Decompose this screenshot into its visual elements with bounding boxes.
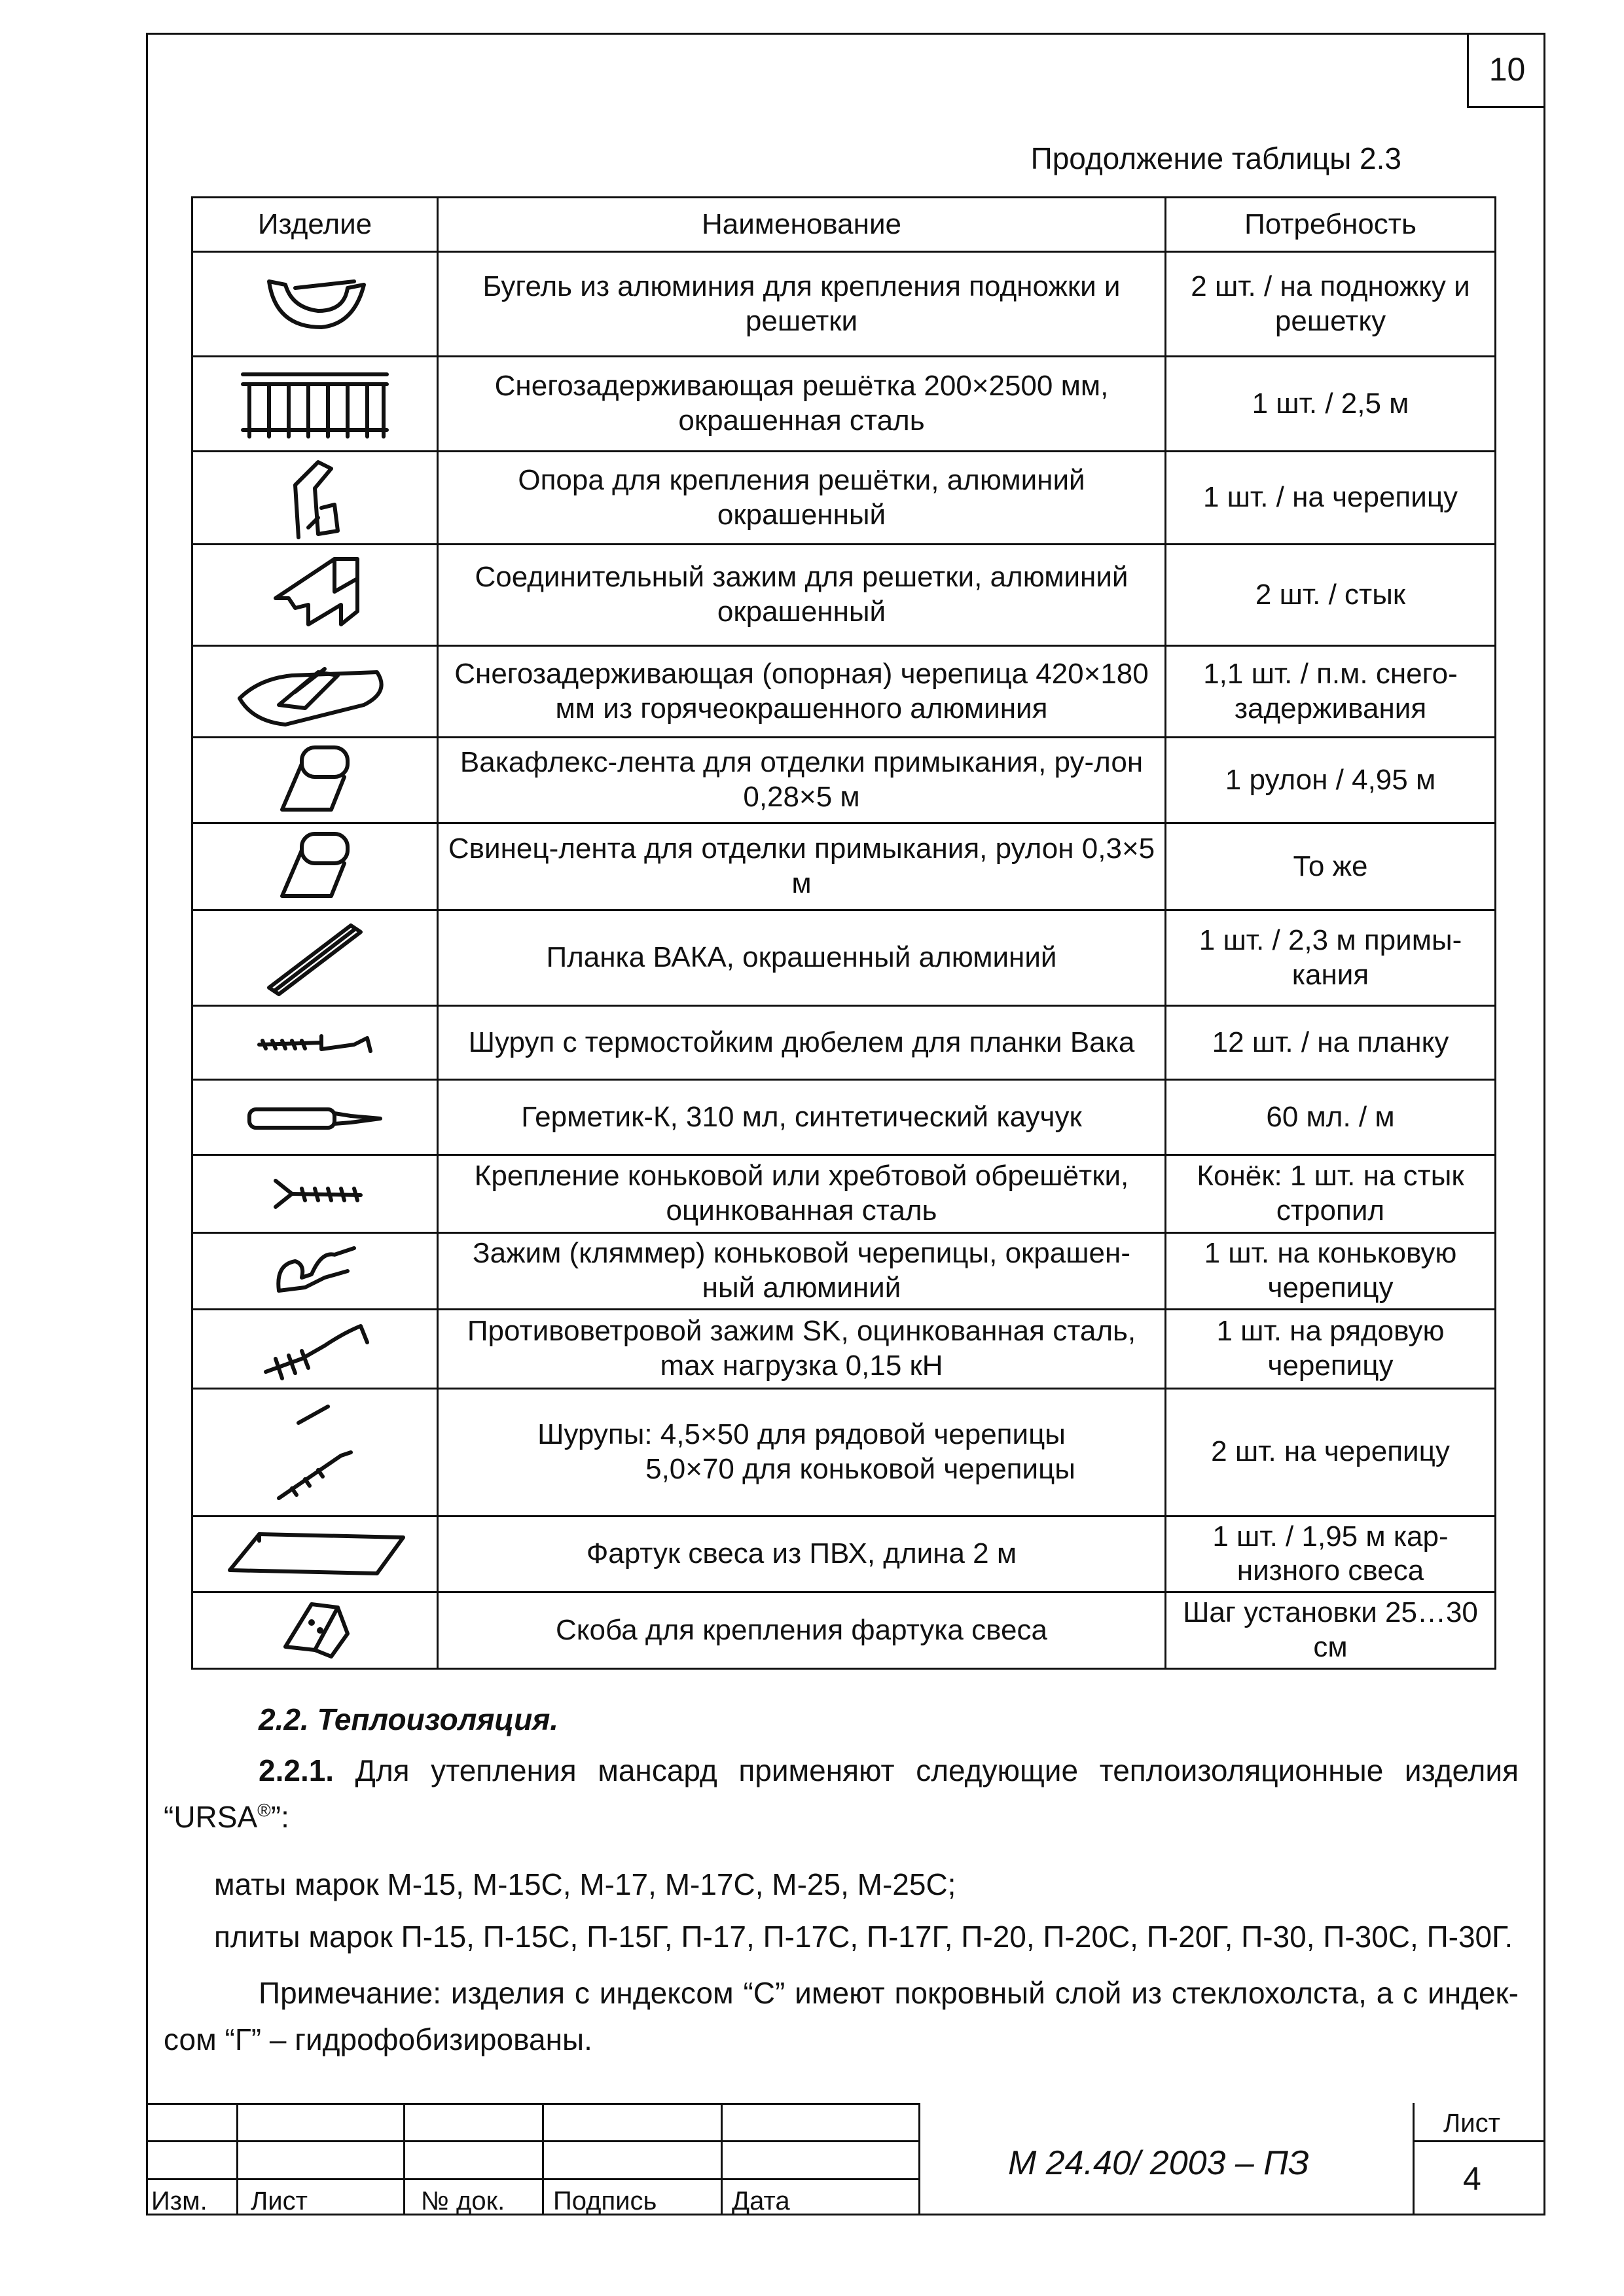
table-row	[192, 1080, 1496, 1155]
eaves-apron-icon	[192, 1516, 438, 1592]
header-product: Изделие	[192, 198, 438, 252]
products-table	[191, 196, 1496, 1670]
table-row	[192, 738, 1496, 823]
paragraph-number: 2.2.1.	[259, 1753, 334, 1787]
row-name: Вакафлекс-лента для отделки примыкания, ру-лон 0,28×5 м	[438, 738, 1166, 823]
row-name: Снегозадерживающая (опорная) черепица 420×180 мм из горячеокрашенного алюминия	[438, 646, 1166, 738]
table-row	[192, 1006, 1496, 1080]
row-name: Бугель из алюминия для крепления подножки и решетки	[438, 252, 1166, 357]
table-row	[192, 1309, 1496, 1388]
table-row	[192, 1388, 1496, 1516]
row-need: 1,1 шт. / п.м. снего-задерживания	[1166, 646, 1496, 738]
page-number: 10	[1467, 33, 1545, 108]
row-need: 2 шт. на черепицу	[1166, 1388, 1496, 1516]
table-row	[192, 1592, 1496, 1669]
plates-line: плиты марок П-15, П-15С, П-15Г, П-17, П-17С, П-17Г, П-20, П-20С, П-20Г, П-30, П-30С, П-30Г.	[214, 1920, 1513, 1954]
lead-tape-roll-icon	[192, 823, 438, 910]
row-need: 60 мл. / м	[1166, 1080, 1496, 1155]
row-need: 1 шт. на коньковую черепицу	[1166, 1233, 1496, 1310]
row-need: Шаг установки 25…30 см	[1166, 1592, 1496, 1669]
table-row	[192, 823, 1496, 910]
note-paragraph: Примечание: изделия с индексом “С” имеют покровный слой из стеклохолста, а с индек-сом “Г” – гидрофобизированы.	[164, 1976, 1519, 2057]
grid-support-icon	[192, 452, 438, 545]
registered-mark: ®	[257, 1800, 271, 1821]
stamp-doc-no: № док.	[421, 2187, 505, 2215]
section-title: 2.2. Теплоизоляция.	[259, 1702, 559, 1736]
table-row	[192, 1233, 1496, 1310]
table-row	[192, 252, 1496, 357]
header-name: Наименование	[438, 198, 1166, 252]
row-name: Противоветровой зажим SK, оцинкованная сталь, max нагрузка 0,15 кН	[438, 1309, 1166, 1388]
screws-line-1: Шурупы: 4,5×50 для рядовой черепицы	[537, 1418, 1066, 1450]
table-row	[192, 357, 1496, 452]
paragraph-end: ”:	[270, 1800, 289, 1835]
aluminium-bracket-icon	[192, 252, 438, 357]
sealant-tube-icon	[192, 1080, 438, 1155]
sheet-number: 4	[1463, 2161, 1481, 2197]
row-name: Шуруп с термостойким дюбелем для планки Вака	[438, 1006, 1166, 1080]
table-caption: Продолжение таблицы 2.3	[1030, 141, 1401, 175]
storm-clip-icon	[192, 1309, 438, 1388]
snow-retaining-tile-icon	[192, 646, 438, 738]
row-name: Крепление коньковой или хребтовой обрешётки, оцинкованная сталь	[438, 1155, 1166, 1233]
row-name: Скоба для крепления фартука свеса	[438, 1592, 1166, 1669]
stamp-date: Дата	[732, 2187, 790, 2215]
row-need: 1 шт. / на черепицу	[1166, 452, 1496, 545]
table-row	[192, 1155, 1496, 1233]
row-name: Планка ВАКА, окрашенный алюминий	[438, 910, 1166, 1006]
table-row	[192, 545, 1496, 646]
apron-bracket-icon	[192, 1592, 438, 1669]
stamp-izm: Изм.	[151, 2187, 208, 2215]
row-need: 1 шт. / 2,3 м примы-кания	[1166, 910, 1496, 1006]
row-name: Свинец-лента для отделки примыкания, рулон 0,3×5 м	[438, 823, 1166, 910]
waka-strip-icon	[192, 910, 438, 1006]
row-need: 1 шт. / 2,5 м	[1166, 357, 1496, 452]
row-need: 1 шт. на рядовую черепицу	[1166, 1309, 1496, 1388]
row-name: Зажим (кляммер) коньковой черепицы, окрашен-ный алюминий	[438, 1233, 1166, 1310]
row-name	[438, 1388, 1166, 1516]
document-code: М 24.40/ 2003 – ПЗ	[1008, 2144, 1309, 2182]
wakaflex-roll-icon	[192, 738, 438, 823]
ridge-batten-holder-icon	[192, 1155, 438, 1233]
connecting-clamp-icon	[192, 545, 438, 646]
row-name: Герметик-К, 310 мл, синтетический каучук	[438, 1080, 1166, 1155]
ridge-tile-clip-icon	[192, 1233, 438, 1310]
screws-icon	[192, 1388, 438, 1516]
table-row	[192, 910, 1496, 1006]
table-row	[192, 1516, 1496, 1592]
screw-dowel-icon	[192, 1006, 438, 1080]
row-need: 1 шт. / 1,95 м кар-низного свеса	[1166, 1516, 1496, 1592]
row-need: 1 рулон / 4,95 м	[1166, 738, 1496, 823]
screws-line-2: 5,0×70 для коньковой черепицы	[645, 1452, 1075, 1485]
snow-guard-grid-icon	[192, 357, 438, 452]
mats-line: маты марок М-15, М-15С, М-17, М-17С, М-25, М-25С;	[214, 1867, 956, 1901]
table-header-row	[192, 198, 1496, 252]
row-name: Соединительный зажим для решетки, алюминий окрашенный	[438, 545, 1166, 646]
header-need: Потребность	[1166, 198, 1496, 252]
stamp-signature: Подпись	[553, 2187, 657, 2215]
sheet-label: Лист	[1443, 2109, 1500, 2138]
row-need: 2 шт. / на подножку и решетку	[1166, 252, 1496, 357]
stamp-list: Лист	[251, 2187, 308, 2215]
title-block	[146, 2103, 1545, 2215]
paragraph-text: Для утепления мансард применяют следующие теплоизоляционные изделия “URSA	[164, 1753, 1519, 1835]
row-need: То же	[1166, 823, 1496, 910]
row-name: Фартук свеса из ПВХ, длина 2 м	[438, 1516, 1166, 1592]
row-name: Опора для крепления решётки, алюминий окрашенный	[438, 452, 1166, 545]
row-name: Снегозадерживающая решётка 200×2500 мм, окрашенная сталь	[438, 357, 1166, 452]
paragraph-2-2-1	[164, 1748, 1519, 1841]
row-need: 2 шт. / стык	[1166, 545, 1496, 646]
table-row	[192, 452, 1496, 545]
table-row	[192, 646, 1496, 738]
row-need: Конёк: 1 шт. на стык стропил	[1166, 1155, 1496, 1233]
row-need: 12 шт. / на планку	[1166, 1006, 1496, 1080]
